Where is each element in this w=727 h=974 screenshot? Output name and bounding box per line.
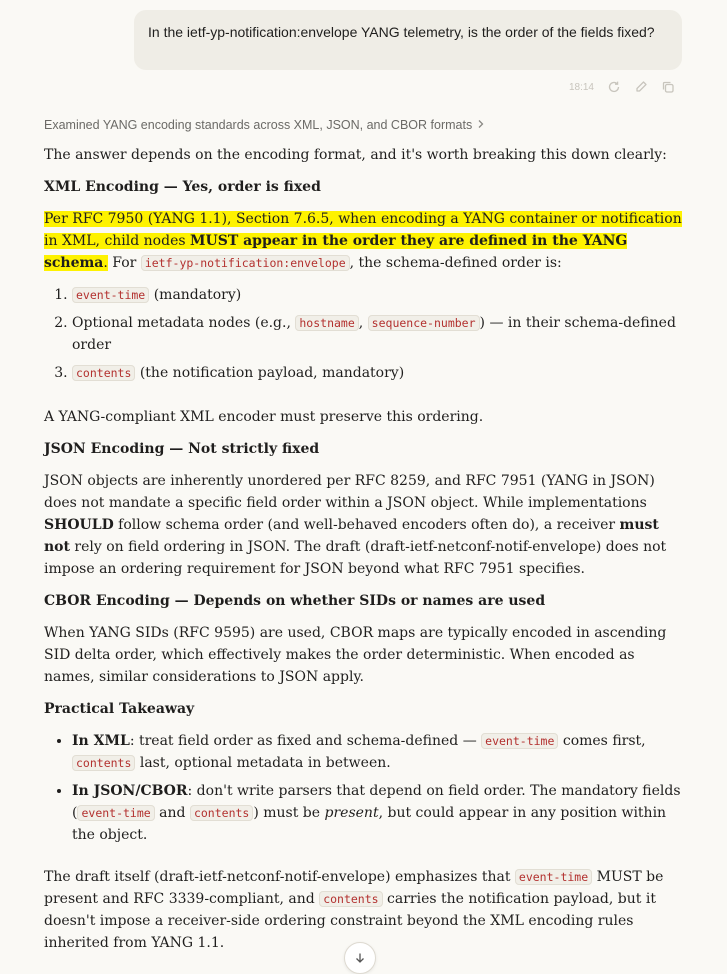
arrow-down-icon: [354, 949, 366, 968]
list-item: 2. Optional metadata nodes (e.g., hostname , sequence-number ) — in their schema-defined order: [72, 312, 684, 356]
list-item: 3. contents (the notification payload, mandatory): [72, 362, 684, 384]
final-paragraph: The draft itself (draft-ietf-netconf-notif-envelope) emphasizes that event-time MUST be present and RFC 3339-compliant, and contents carries the notification payload, but it doesn't impose a receiver-side ordering constraint beyond the XML encoding rules inherited from YANG 1.1.: [44, 869, 664, 951]
inline-code: contents: [190, 805, 253, 821]
inline-code: ietf-yp-notification:envelope: [141, 255, 350, 271]
inline-code: event-time: [77, 805, 154, 821]
xml-paragraph: Per RFC 7950 (YANG 1.1), Section 7.6.5, when encoding a YANG container or notification in XML, child nodes MUST appear in the order they are defined in the YANG schema. For ietf-yp-notification:envelope , the schema-defined order is:: [44, 211, 682, 271]
heading-json: JSON Encoding — Not strictly fixed: [44, 441, 320, 457]
cbor-paragraph: When YANG SIDs (RFC 9595) are used, CBOR maps are typically encoded in ascending SID delta order, which effectively makes the order deterministic. When encoded as names, similar considerations to JSON apply.: [44, 625, 667, 685]
list-item: • In JSON/CBOR: don't write parsers that depend on field order. The mandatory fields ( event-time and contents ) must be present, but could appear in any position within the object.: [72, 780, 684, 846]
inline-code: hostname: [295, 315, 358, 331]
assistant-response: [44, 144, 684, 954]
message-timestamp: 18:14: [568, 81, 594, 93]
answer-intro: The answer depends on the encoding format, and it's worth breaking this down clearly:: [44, 147, 667, 163]
inline-code: contents: [72, 755, 135, 771]
inline-code: contents: [319, 891, 382, 907]
chevron-right-icon: [477, 118, 485, 132]
heading-cbor: CBOR Encoding — Depends on whether SIDs or names are used: [44, 593, 546, 609]
heading-xml: XML Encoding — Yes, order is fixed: [44, 179, 321, 195]
takeaway-list: [44, 730, 684, 846]
highlight: Per RFC 7950 (YANG 1.1), Section 7.6.5, when encoding a YANG container or notification in XML, child nodes MUST appear in the order they are defined in the YANG schema.: [44, 211, 682, 271]
scroll-to-bottom-button[interactable]: [344, 942, 376, 974]
user-message-text: In the ietf-yp-notification:envelope YANG telemetry, is the order of the fields fixed?: [148, 24, 655, 40]
inline-code: event-time: [72, 287, 149, 303]
thinking-summary-text: Examined YANG encoding standards across XML, JSON, and CBOR formats: [44, 118, 473, 132]
xml-order-list: [44, 284, 684, 384]
copy-icon[interactable]: [661, 80, 675, 94]
xml-closing: A YANG-compliant XML encoder must preserve this ordering.: [44, 409, 484, 425]
edit-icon[interactable]: [634, 80, 648, 94]
inline-code: event-time: [481, 733, 558, 749]
inline-code: contents: [72, 365, 135, 381]
user-message-bubble: [134, 10, 682, 70]
heading-takeaway: Practical Takeaway: [44, 701, 195, 717]
thinking-summary[interactable]: [44, 118, 485, 132]
json-paragraph: JSON objects are inherently unordered per RFC 8259, and RFC 7951 (YANG in JSON) does not mandate a specific field order within a JSON object. While implementations SHOULD follow schema order (and well-behaved encoders often do), a receiver must not rely on field ordering in JSON. The draft (draft-ietf-netconf-notif-envelope) does not impose an ordering requirement for JSON beyond what RFC 7951 specifies.: [44, 473, 667, 577]
inline-code: sequence-number: [368, 315, 480, 331]
message-actions: [569, 80, 675, 94]
list-item: • In XML: treat field order as fixed and schema-defined — event-time comes first, contents last, optional metadata in between.: [72, 730, 684, 774]
list-item: 1. event-time (mandatory): [72, 284, 684, 306]
retry-icon[interactable]: [607, 80, 621, 94]
inline-code: event-time: [515, 869, 592, 885]
